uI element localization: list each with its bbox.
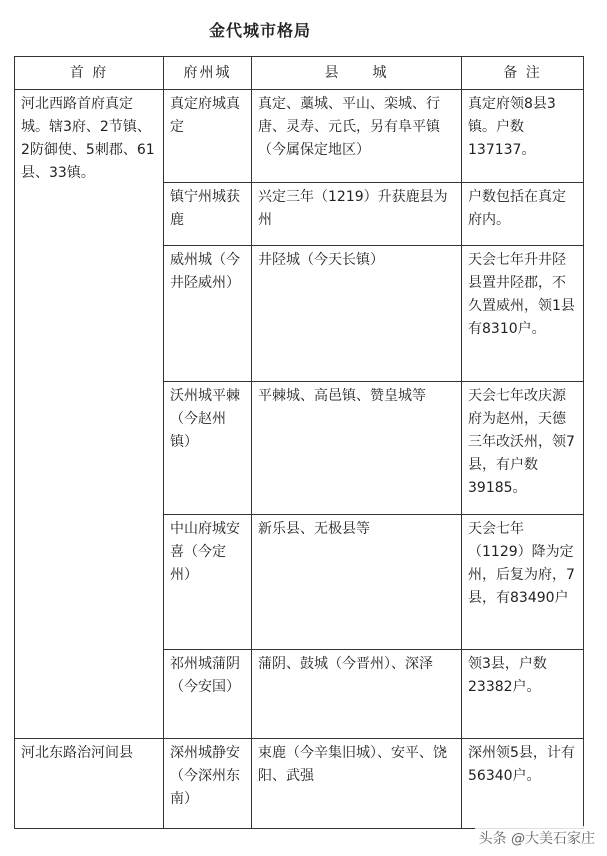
- watermark-name: 大美石家庄: [525, 831, 595, 847]
- page-title: 金代城市格局: [208, 21, 311, 40]
- header-capital: 首 府: [15, 57, 164, 90]
- counties-cell: 束鹿（今辛集旧城）、安平、饶阳、武强: [252, 739, 462, 829]
- header-county-city: 县 城: [252, 57, 462, 90]
- table-row: [15, 90, 584, 183]
- counties-cell: 兴定三年（1219）升获鹿县为州: [252, 183, 462, 246]
- counties-cell: 新乐县、无极县等: [252, 515, 462, 650]
- watermark-at: @: [511, 831, 525, 847]
- watermark: [475, 826, 599, 850]
- table-header-row: [15, 57, 584, 90]
- note-cell: 天会七年改庆源府为赵州，天德三年改沃州，领7县，有户数39185。: [462, 382, 584, 515]
- note-cell: 深州领5县，计有56340户。: [462, 739, 584, 829]
- note-cell: 真定府领8县3镇。户数137137。: [462, 90, 584, 183]
- table-row: [15, 739, 584, 829]
- header-remarks: 备 注: [462, 57, 584, 90]
- city-cell: 镇宁州城获鹿: [164, 183, 252, 246]
- city-cell: 真定府城真定: [164, 90, 252, 183]
- counties-cell: 蒲阴、鼓城（今晋州）、深泽: [252, 650, 462, 739]
- counties-cell: 井陉城（今天长镇）: [252, 246, 462, 382]
- note-cell: 户数包括在真定府内。: [462, 183, 584, 246]
- counties-cell: 真定、藁城、平山、栾城、行唐、灵寿、元氏，另有阜平镇（今属保定地区）: [252, 90, 462, 183]
- region-cell: 河北西路首府真定城。辖3府、2节镇、2防御使、5刺郡、61县、33镇。: [15, 90, 164, 739]
- city-cell: 威州城（今井陉威州）: [164, 246, 252, 382]
- note-cell: 天会七年（1129）降为定州，后复为府，7县，有83490户: [462, 515, 584, 650]
- city-cell: 中山府城安喜（今定州）: [164, 515, 252, 650]
- region-cell: 河北东路治河间县: [15, 739, 164, 829]
- city-cell: 沃州城平棘（今赵州镇）: [164, 382, 252, 515]
- note-cell: 领3县，户数23382户。: [462, 650, 584, 739]
- city-cell: 深州城静安（今深州东南）: [164, 739, 252, 829]
- watermark-prefix: 头条: [478, 831, 511, 847]
- note-cell: 天会七年升井陉县置井陉郡，不久置威州，领1县有8310户。: [462, 246, 584, 382]
- counties-cell: 平棘城、高邑镇、赞皇城等: [252, 382, 462, 515]
- city-table: [14, 56, 584, 829]
- city-cell: 祁州城蒲阴（今安国）: [164, 650, 252, 739]
- header-prefecture-city: 府州城: [164, 57, 252, 90]
